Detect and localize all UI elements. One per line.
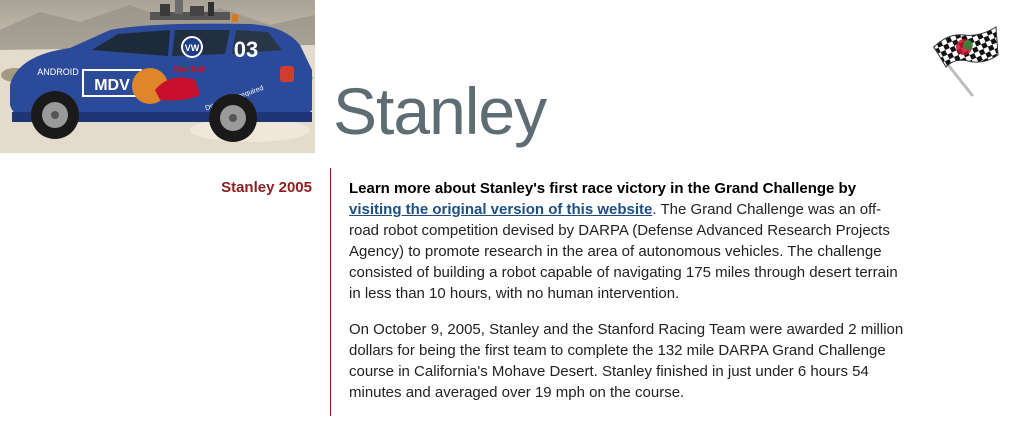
main-content xyxy=(349,178,909,418)
result-paragraph: On October 9, 2005, Stanley and the Stanford Racing Team were awarded 2 million dollars for being the first team to complete the 132 mile DARPA Grand Challenge course in California's Mohave Desert. Stanley finished in just under 6 hours 54 minutes and averaged over 19 mph on the course. xyxy=(349,321,904,401)
intro-rest: . The Grand Challenge was an off-road robot competition devised by DARPA (Defense Advanced Research Projects Agency) to promote research in the area of autonomous vehicles. The challenge consisted of building a robot capable of navigating 175 miles through desert terrain in less than 10 hours, with no human intervention. xyxy=(349,201,898,302)
car-illustration xyxy=(0,0,315,153)
svg-text:03: 03 xyxy=(233,37,259,62)
checkered-flag-icon xyxy=(928,25,1002,99)
site-logo-title: Stanley xyxy=(333,74,547,148)
original-website-link[interactable]: visiting the original version of this website xyxy=(349,201,653,218)
content-divider xyxy=(330,168,331,416)
svg-text:Red Bull: Red Bull xyxy=(173,65,207,74)
section-title: Stanley 2005 xyxy=(221,179,312,196)
stanley-car-photo xyxy=(0,0,315,153)
intro-lead: Learn more about Stanley's first race victory in the Grand Challenge by xyxy=(349,180,857,197)
svg-text:VW: VW xyxy=(184,43,200,53)
svg-text:Drivers not required: required xyxy=(238,84,265,101)
svg-text:ANDROID: ANDROID xyxy=(37,67,79,77)
intro-paragraph xyxy=(349,178,909,304)
svg-text:MDV: MDV xyxy=(94,77,130,94)
